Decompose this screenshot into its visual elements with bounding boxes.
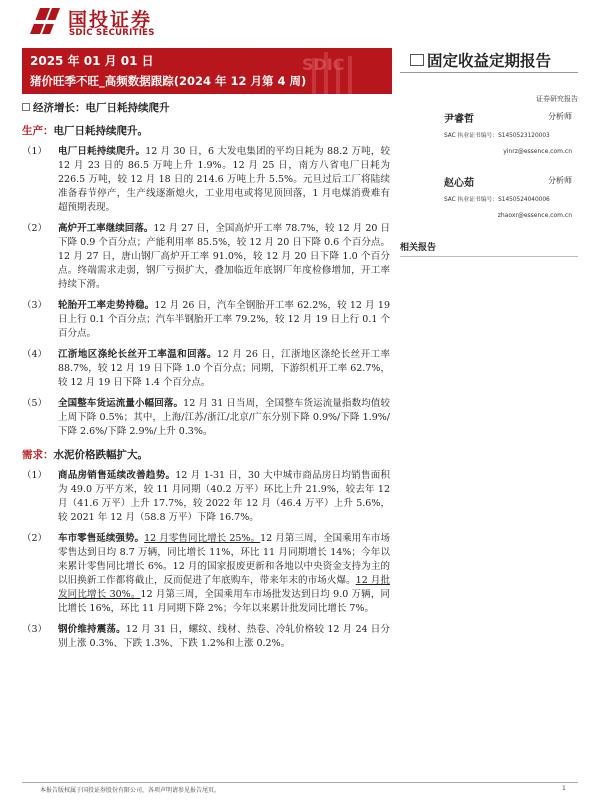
item-number: （2） — [22, 223, 48, 234]
item-body: 12 月第三周，全国乘用车市场零售达到日均 8.7 万辆，同比增长 11%，环比 11 月同期增长 14%；今年以来累计零售同比增长 6%。12 月的国家报废更新和各地以中央资金支持为主的以旧换新工作都将截止，反而促进了年底购车，带来年末的市场火爆。 — [58, 533, 390, 586]
item-number: （3） — [22, 624, 48, 635]
analyst-name: 尹睿哲 — [444, 114, 474, 125]
analyst-name: 赵心茹 — [444, 178, 474, 189]
svg-text:SDIC: SDIC — [302, 55, 345, 74]
sdic-logo-icon — [28, 6, 62, 36]
report-title: 猪价旺季不旺_高频数据跟踪(2024 年 12 月第 4 周) — [30, 74, 307, 88]
brand-name-en: SDIC SECURITIES — [69, 28, 155, 38]
analyst-sac: SAC 执业证书编号：S1450523120003 — [444, 133, 550, 139]
analyst-email[interactable]: zhaoxr@essence.com.cn — [497, 212, 572, 219]
category-label: 生产： — [22, 125, 54, 137]
item-text — [58, 532, 390, 616]
category-title: 电厂日耗持续爬升。 — [53, 125, 148, 137]
item-lead: 车市零售延续强势。 — [58, 533, 145, 544]
list-item — [22, 532, 390, 616]
item-number: （1） — [22, 470, 48, 481]
list-item — [22, 623, 390, 651]
page-number: 1 — [562, 785, 566, 792]
item-body: 12 月 30 日，6 大发电集团的平均日耗为 88.2 万吨，较 12 月 23 日的 86.5 万吨上升 1.9%。12 月 25 日，南方八省电厂日耗为 226.5 万吨，较 12 月 18 日的 214.6 万吨上升 5.5%。元旦过后工厂将陆续准备春节停产，生产线逐渐熄火，工业用电或将见顶回落，1 月电煤消费难有超预期表现。 — [58, 146, 390, 213]
bullet-square-icon — [22, 103, 30, 111]
analyst-role: 分析师 — [548, 112, 572, 121]
sidebar-label: 证券研究报告 — [536, 95, 578, 103]
footer-divider — [22, 782, 578, 783]
divider — [400, 72, 578, 73]
item-body: 12 月 26 日，江浙地区涤纶长丝开工率 88.7%，较 12 月 19 日下降 1.0 个百分点；同期，下游织机开工率 62.7%，较 12 月 19 日下降 1.4 个百分点。 — [58, 349, 390, 388]
item-text — [58, 469, 390, 525]
list-item — [22, 145, 390, 215]
list-item — [22, 222, 390, 292]
item-body: 12 月 31 日，螺纹、线材、热卷、冷轧价格较 12 月 24 日分别上涨 0.3%、下跌 1.3%、下跌 1.2%和上涨 0.2%。 — [58, 624, 390, 649]
item-body: 12 月 26 日，汽车全钢胎开工率 62.2%，较 12 月 19 日上行 0.1 个百分点；汽车半钢胎开工率 79.2%，较 12 月 19 日上行 0.1 个百分点。 — [58, 300, 390, 339]
brand-name-cn: 国投证券 — [68, 9, 153, 31]
related-reports-heading: 相关报告 — [400, 240, 578, 257]
report-type-icon — [410, 54, 424, 66]
title-banner — [22, 48, 392, 94]
section-heading — [22, 100, 390, 115]
brand-logo — [28, 4, 198, 40]
item-lead: 商品房销售延续改善趋势。 — [58, 470, 176, 481]
analyst-email[interactable]: yinrz@essence.com.cn — [503, 148, 572, 155]
list-item — [22, 469, 390, 525]
item-lead: 全国整车货运流量小幅回落。 — [58, 398, 184, 409]
report-type — [410, 49, 580, 71]
item-lead: 钢价维持震荡。 — [58, 624, 126, 635]
item-number: （5） — [22, 398, 48, 409]
item-body: 12 月第三周，全国乘用车市场批发达到日均 9.0 万辆，同比增长 16%，环比 11 月同期下降 2%；今年以来累计批发同比增长 7%。 — [58, 589, 390, 614]
item-lead: 江浙地区涤纶长丝开工率温和回落。 — [58, 349, 217, 360]
item-body: 12 月 31 日当周，全国整车货运流量指数均值较上周下降 0.5%；其中，上海/江苏/浙江/北京/广东分别下降 0.9%/下降 1.9%/下降 2.6%/下降 2.9%/上升 0.3%。 — [58, 398, 390, 437]
analyst-card — [400, 174, 578, 232]
item-text — [58, 348, 390, 390]
item-number: （3） — [22, 300, 48, 311]
report-type-text: 固定收益定期报告 — [427, 52, 552, 70]
main-content — [22, 100, 390, 651]
item-text — [58, 397, 390, 439]
item-number: （4） — [22, 349, 48, 360]
item-text — [58, 222, 390, 292]
item-text — [58, 145, 390, 215]
item-lead: 电厂日耗持续爬升。 — [58, 146, 146, 157]
analyst-role: 分析师 — [548, 176, 572, 185]
analyst-sac: SAC 执业证书编号：S1450524040006 — [444, 197, 550, 203]
item-lead: 轮胎开工率走势持稳。 — [58, 300, 155, 311]
item-number: （2） — [22, 533, 48, 544]
item-text — [58, 623, 390, 651]
footer-disclaimer: 本报告版权属于国投证券股份有限公司，各项声明请参见报告尾页。 — [40, 787, 221, 794]
underlined-highlight: 12 月零售同比增长 25%。 — [144, 533, 261, 544]
section-heading-text: 经济增长：电厂日耗持续爬升 — [33, 102, 170, 114]
page-header — [0, 0, 600, 44]
category-production — [22, 123, 390, 138]
category-title: 水泥价格跌幅扩大。 — [53, 449, 148, 461]
category-demand — [22, 447, 390, 462]
item-lead: 高炉开工率继续回落。 — [58, 223, 154, 234]
item-body: 12 月 1-31 日，30 大中城市商品房日均销售面积为 49.0 万平方米，较 11 月同期（40.2 万平）环比上升 21.9%，较去年 12 月（41.6 万平）上升 17.7%，较 2022 年 12 月（46.4 万平）上升 5.6%，较 2021 年 12 月（58.8 万平）下降 16.7%。 — [58, 470, 390, 523]
list-item — [22, 348, 390, 390]
item-number: （1） — [22, 146, 48, 157]
report-date: 2025 年 01 月 01 日 — [30, 54, 154, 68]
analyst-card — [400, 110, 578, 168]
item-text — [58, 299, 390, 341]
list-item — [22, 397, 390, 439]
list-item — [22, 299, 390, 341]
category-label: 需求： — [22, 449, 54, 461]
underlined-highlight: 12 月批发同比增长 30%。 — [58, 575, 390, 600]
item-body: 12 月 27 日，全国高炉开工率 78.7%，较 12 月 20 日下降 0.9 个百分点；产能利用率 85.5%，较 12 月 20 日下降 0.6 个百分点。12 月 27 日，唐山钢厂高炉开工率 91.0%，较 12 月 20 日下降 1.0 个百分点。终端需求走弱，钢厂亏损扩大，叠加临近年底钢厂年度检修增加，开工率持续下滑。 — [58, 223, 390, 290]
sidebar — [400, 94, 578, 257]
